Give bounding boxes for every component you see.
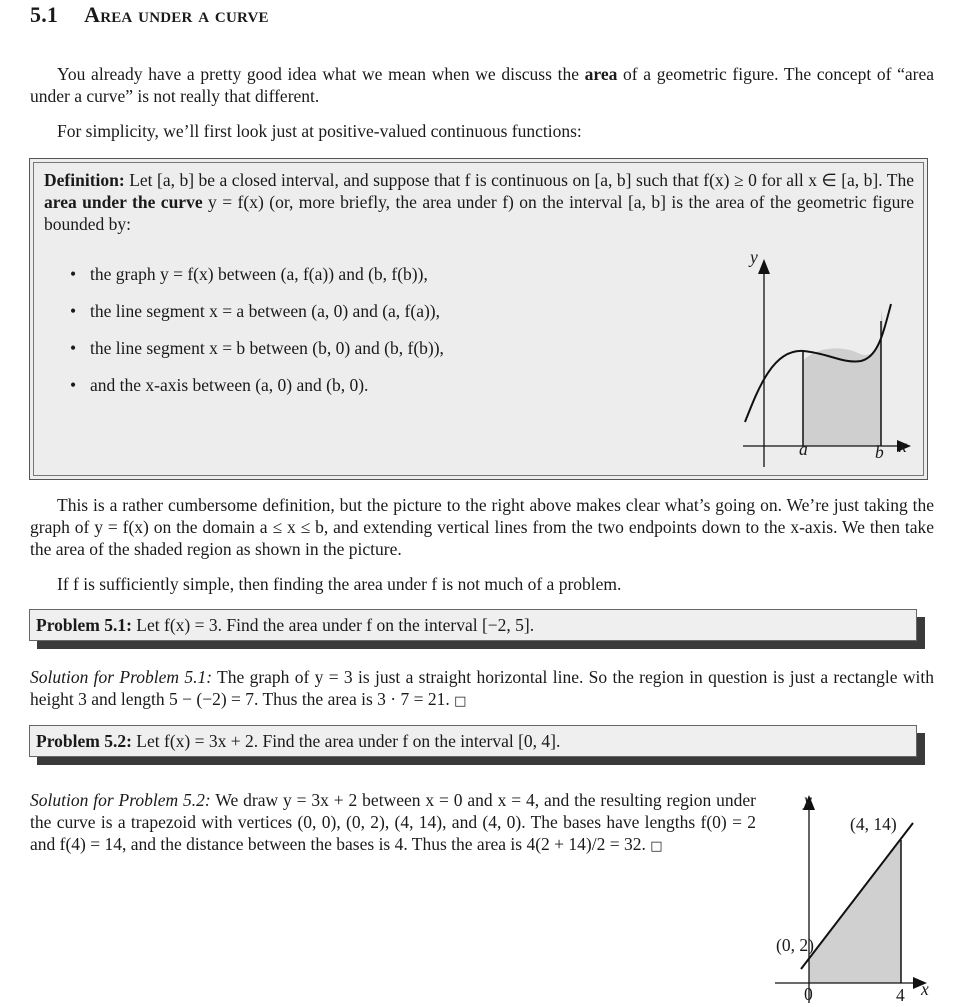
solution-text: We draw y = 3x + 2 between x = 0 and x = 4, and the resulting region under the curve is a trapezoid with vertices (0, 0), (0, 2), (4, 14), and (4, 0). The bases have lengths f(0) = 2 and f(4) = 14, and the distance between the bases is 4. Thus the area is 4(2 + 14)/2 = 32. [30, 790, 756, 854]
problem-statement: Let f(x) = 3x + 2. Find the area under f on the interval [0, 4]. [131, 731, 561, 751]
solution-5-1 [30, 666, 934, 713]
problem-5-2-box [29, 725, 917, 757]
solution-label: Solution for Problem 5.1: [30, 667, 213, 687]
qed-square-icon: □ [650, 839, 663, 854]
definition-text-2: y = f(x) (or, more briefly, the area under f) on the interval [a, b] is the area of the geometric figure bounded by: [44, 192, 914, 234]
definition-text [44, 169, 914, 235]
section-number: 5.1 [30, 2, 59, 27]
discussion-paragraph-1: This is a rather cumbersome definition, but the picture to the right above makes clear what’s going on. We’re just taking the graph of y = f(x) on the domain a ≤ x ≤ b, and extending vertical lines from the two endpoints down to the x-axis. We then take the area of the shaded region as shown in the picture. [30, 495, 934, 559]
fig2-origin-label: 0 [804, 984, 813, 1004]
solution-label: Solution for Problem 5.2: [30, 790, 211, 810]
area-under-curve-figure [743, 249, 923, 469]
trapezoid-shaded-region [809, 840, 901, 983]
intro-text: You already have a pretty good idea what we mean when we discuss the [57, 64, 585, 84]
intro-text-continued: of a geometric figure. The concept of “area under a curve” is not really that different. [30, 64, 935, 106]
fig2-y-label: y [804, 790, 812, 810]
problem-5-2-text [36, 730, 560, 752]
fig2-x-label: x [921, 979, 929, 999]
fig1-y-label: y [750, 247, 758, 267]
fig1-a-label: a [799, 439, 808, 459]
fig2-x-tick-4: 4 [896, 985, 905, 1005]
bullet-text: the line segment x = b between (b, 0) and (b, f(b)), [90, 338, 444, 358]
solution-text: The graph of y = 3 is just a straight horizontal line. So the region in question is just a rectangle with height 3 and length 5 − (−2) = 7. Thus the area is 3 · 7 = 21. [30, 667, 934, 709]
bullet-text: the line segment x = a between (a, 0) and (a, f(a)), [90, 301, 440, 321]
fig2-point-0-2-label: (0, 2) [776, 935, 814, 955]
discussion-paragraph-2: If f is sufficiently simple, then finding the area under f is not much of a problem. [57, 574, 622, 594]
section-title: Area under a curve [84, 2, 269, 27]
intro-paragraph-1 [30, 63, 934, 107]
area-term: area [584, 64, 618, 84]
problem-statement: Let f(x) = 3. Find the area under f on the interval [−2, 5]. [131, 615, 535, 635]
fig2-point-4-14-label: (4, 14) [850, 814, 897, 834]
intro-paragraph-2: For simplicity, we’ll first look just at positive-valued continuous functions: [57, 121, 582, 141]
definition-bullet [70, 337, 444, 374]
section-heading [30, 4, 269, 26]
problem-label: Problem 5.2: [36, 731, 132, 751]
definition-bullet [70, 374, 444, 411]
problem-5-1-text [36, 614, 534, 636]
solution-5-2 [30, 789, 756, 858]
bullet-text: and the x-axis between (a, 0) and (b, 0). [90, 375, 369, 395]
problem-label: Problem 5.1: [36, 615, 132, 635]
bullet-icon: • [70, 375, 77, 395]
bullet-text: the graph y = f(x) between (a, f(a)) and (b, f(b)), [90, 264, 428, 284]
definition-box [29, 158, 928, 480]
y-axis-arrow-icon [758, 259, 770, 274]
definition-bullet-list [70, 263, 444, 411]
problem-5-1-box [29, 609, 917, 641]
definition-bullet [70, 300, 444, 337]
qed-square-icon: □ [454, 694, 467, 709]
shaded-region [803, 309, 883, 446]
fig1-b-label: b [875, 442, 884, 462]
definition-bullet [70, 263, 444, 300]
definition-bold-term: area under the curve [44, 192, 203, 212]
definition-label: Definition: [44, 170, 125, 190]
bullet-icon: • [70, 264, 77, 284]
bullet-icon: • [70, 338, 77, 358]
definition-text-1: Let [a, b] be a closed interval, and suppose that f is continuous on [a, b] such that f(x) ≥ 0 for all x ∈ [a, b]. The [124, 170, 914, 190]
bullet-icon: • [70, 301, 77, 321]
fig1-x-label: x [899, 436, 907, 456]
